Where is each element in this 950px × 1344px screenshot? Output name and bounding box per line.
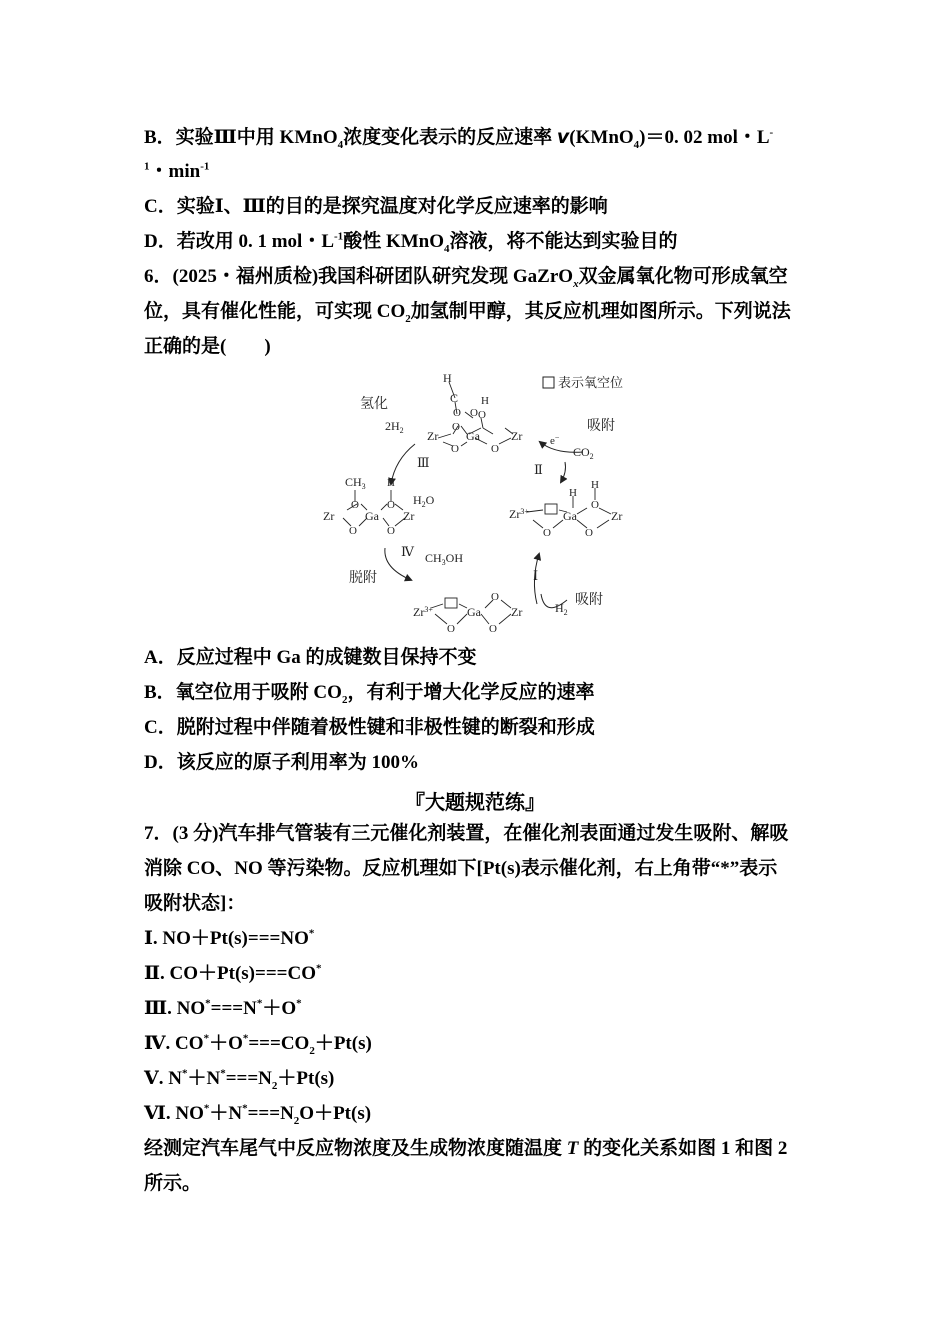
atom-zr: Zr <box>511 429 523 443</box>
atom-o: O <box>387 525 395 537</box>
atom-o: O <box>451 443 459 455</box>
atom-o: O <box>491 443 499 455</box>
atom-o: O <box>447 623 455 635</box>
label-h2o-out: $H_2O$ <box>413 493 435 509</box>
atom-o: O <box>470 407 478 419</box>
atom-ga: Ga <box>563 509 577 523</box>
atom-o: O <box>489 623 497 635</box>
q6-option-a: A．反应过程中 Ga 的成键数目保持不变 <box>144 647 477 668</box>
atom-zr: Zr <box>427 429 439 443</box>
atom-zr: Zr <box>511 605 523 619</box>
q6-option-d: D．该反应的原子利用率为 100% <box>144 752 419 773</box>
atom-o: O <box>591 499 599 511</box>
atom-c: C <box>450 391 459 405</box>
q7-stem-line1: 7．(3 分)汽车排气管装有三元催化剂装置，在催化剂表面通过发生吸附、解吸 <box>144 823 789 844</box>
label-step-1: Ⅰ <box>533 568 539 583</box>
label-hydrogenation: 氢化 <box>360 397 388 412</box>
atom-o: O <box>585 527 593 539</box>
q7-stem-line2: 消除 CO、NO 等污染物。反应机理如下[Pt(s)表示催化剂，右上角带“*”表示 <box>144 858 778 879</box>
atom-h: H <box>591 479 599 491</box>
label-h2-bottom: $H_2$ <box>555 601 568 617</box>
q7-reaction-4: Ⅳ. $CO^*+O^*===CO_2+Pt(s)$ <box>144 1032 372 1057</box>
arrow-step-2 <box>561 462 566 482</box>
atom-zr3: $Zr^{3+}$ <box>413 605 433 619</box>
atom-o: O <box>387 499 395 511</box>
atom-zr: Zr <box>403 509 415 523</box>
atom-o: O <box>478 409 486 421</box>
label-electron: e− <box>550 433 560 447</box>
legend <box>543 375 623 390</box>
label-ch3oh: $CH_3OH$ <box>425 551 464 567</box>
atom-h: H <box>569 487 577 499</box>
label-desorb: 脱附 <box>349 571 377 586</box>
q5-option-c: C．实验Ⅰ、Ⅲ的目的是探究温度对化学反应速率的影响 <box>144 196 608 217</box>
label-2h2-in: $2H_2$ <box>385 419 404 435</box>
label-step-2: Ⅱ <box>534 462 543 477</box>
atom-o: O <box>452 421 460 433</box>
q7-stem-line3: 吸附状态]： <box>144 893 246 914</box>
q5-option-b-line2: $^1$・$\min^{-1}$ <box>144 160 210 182</box>
atom-h: H <box>443 371 452 385</box>
section-title: 『大题规范练』 <box>405 790 545 814</box>
atom-zr: Zr <box>323 509 335 523</box>
q7-reaction-6: Ⅵ. $NO^*+N^*===N_2O+Pt(s)$ <box>144 1102 372 1127</box>
label-adsorb-top: 吸附 <box>587 419 615 434</box>
atom-o: O <box>543 527 551 539</box>
q6-option-b: B．氧空位用于吸附 $CO_2$，有利于增大化学反应的速率 <box>144 682 595 706</box>
atom-o: O <box>351 499 359 511</box>
q6-stem-line3: 正确的是( ) <box>144 336 271 357</box>
atom-o: O <box>453 407 461 419</box>
atom-ga: Ga <box>365 509 379 523</box>
q6-stem-line1: 6．(2025・福州质检)我国科研团队研究发现 GaZrO$_x$双金属氧化物可形成氧空 <box>144 266 788 290</box>
q7-reaction-3: Ⅲ. NO*===N*＋O* <box>144 997 302 1019</box>
atom-h: H <box>387 477 395 489</box>
q6-option-c: C．脱附过程中伴随着极性键和非极性键的断裂和形成 <box>144 717 595 738</box>
legend-text: 表示氧空位 <box>558 375 624 390</box>
q5-option-d: D．若改用 0. 1 mol・$L^{-1}$酸性 KMnO$_4$溶液，将不能达到实验目的 <box>144 230 678 255</box>
atom-ga: Ga <box>466 429 480 443</box>
atom-ga: Ga <box>467 605 481 619</box>
q7-reaction-1: Ⅰ. NO＋Pt(s)===NO* <box>144 927 315 949</box>
q7-tail-line1: 经测定汽车尾气中反应物浓度及生成物浓度随温度 T 的变化关系如图 1 和图 2 <box>144 1138 788 1159</box>
q6-stem-line2: 位，具有催化性能，可实现 $CO_2$加氢制甲醇，其反应机理如图所示。下列说法 <box>144 301 791 325</box>
atom-h: H <box>481 395 489 407</box>
label-ch3: $CH_3$ <box>345 475 366 491</box>
atom-zr3: $Zr^{3+}$ <box>509 507 529 521</box>
label-step-4: Ⅳ <box>401 544 414 559</box>
q7-reaction-2: Ⅱ. CO＋Pt(s)===CO* <box>144 962 322 984</box>
q5-option-b-line1: B．实验Ⅲ中用 KMnO$_4$浓度变化表示的反应速率 v(KMnO$_4$)＝0. 02 mol・L- <box>144 126 774 151</box>
reaction-mechanism-diagram <box>315 368 645 640</box>
label-adsorb-bottom: 吸附 <box>575 593 603 608</box>
q7-tail-line2: 所示。 <box>144 1173 202 1194</box>
atom-o: O <box>349 525 357 537</box>
label-step-3: Ⅲ <box>417 455 430 470</box>
atom-zr: Zr <box>611 509 623 523</box>
q7-reaction-5: Ⅴ. $N^*+N^*===N_2+Pt(s)$ <box>144 1067 335 1092</box>
atom-o: O <box>491 591 499 603</box>
label-co2: $CO_2$ <box>573 445 594 461</box>
